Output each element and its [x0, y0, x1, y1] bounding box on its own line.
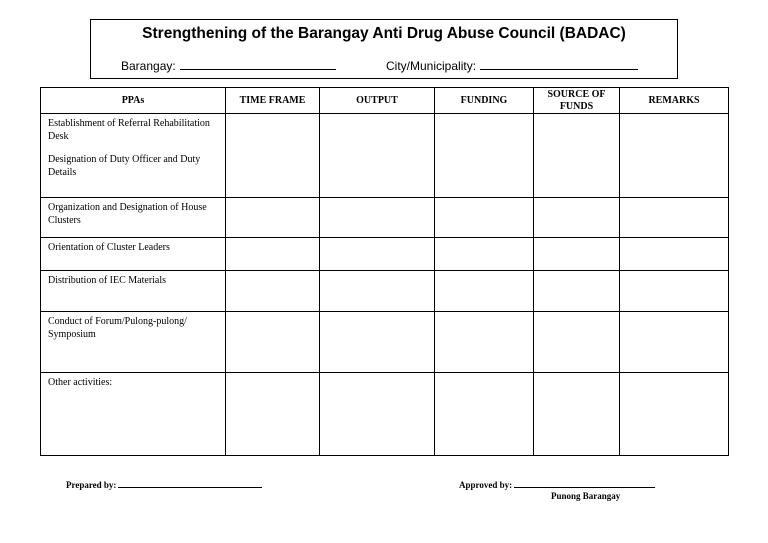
source-cell[interactable]	[534, 271, 620, 312]
remarks-cell[interactable]	[620, 312, 729, 373]
city-field	[386, 58, 638, 73]
header-source-of-funds: SOURCE OF FUNDS	[534, 88, 620, 114]
barangay-label: Barangay:	[121, 59, 176, 73]
ppa-text: Other activities:	[48, 377, 113, 388]
remarks-cell[interactable]	[620, 373, 729, 456]
funding-cell[interactable]	[435, 198, 534, 238]
funding-cell[interactable]	[435, 114, 534, 198]
ppa-text: Establishment of Referral Rehabilitation Desk	[48, 118, 210, 142]
prepared-by-blank[interactable]	[118, 478, 262, 488]
ppa-text: Distribution of IEC Materials	[48, 275, 167, 286]
time-frame-cell[interactable]	[226, 312, 320, 373]
city-blank[interactable]	[480, 58, 638, 70]
output-cell[interactable]	[320, 198, 435, 238]
approved-by-field	[459, 478, 655, 490]
table-row	[41, 373, 729, 456]
ppa-cell	[41, 238, 226, 271]
time-frame-cell[interactable]	[226, 373, 320, 456]
header-ppas: PPAs	[41, 88, 226, 114]
table-row	[41, 312, 729, 373]
output-cell[interactable]	[320, 238, 435, 271]
output-cell[interactable]	[320, 373, 435, 456]
remarks-cell[interactable]	[620, 114, 729, 198]
source-cell[interactable]	[534, 373, 620, 456]
table-row	[41, 198, 729, 238]
form-header	[90, 19, 678, 79]
table-header-row	[41, 88, 729, 114]
table-row	[41, 238, 729, 271]
barangay-field	[121, 58, 336, 73]
source-cell[interactable]	[534, 198, 620, 238]
prepared-by-label: Prepared by:	[66, 480, 117, 490]
ppa-text: Orientation of Cluster Leaders	[48, 242, 170, 253]
output-cell[interactable]	[320, 312, 435, 373]
output-cell[interactable]	[320, 114, 435, 198]
header-time-frame: TIME FRAME	[226, 88, 320, 114]
time-frame-cell[interactable]	[226, 114, 320, 198]
source-cell[interactable]	[534, 238, 620, 271]
ppa-cell	[41, 312, 226, 373]
funding-cell[interactable]	[435, 238, 534, 271]
ppa-text: Organization and Designation of House Clusters	[48, 202, 207, 226]
remarks-cell[interactable]	[620, 238, 729, 271]
ppa-cell	[41, 271, 226, 312]
remarks-cell[interactable]	[620, 198, 729, 238]
time-frame-cell[interactable]	[226, 238, 320, 271]
time-frame-cell[interactable]	[226, 198, 320, 238]
funding-cell[interactable]	[435, 271, 534, 312]
header-funding: FUNDING	[435, 88, 534, 114]
ppa-cell	[41, 198, 226, 238]
funding-cell[interactable]	[435, 312, 534, 373]
form-title: Strengthening of the Barangay Anti Drug Abuse Council (BADAC)	[142, 25, 626, 42]
time-frame-cell[interactable]	[226, 271, 320, 312]
approved-by-label: Approved by:	[459, 480, 513, 490]
table-row	[41, 114, 729, 198]
city-label: City/Municipality:	[386, 59, 477, 73]
remarks-cell[interactable]	[620, 271, 729, 312]
ppa-text: Designation of Duty Officer and Duty Details	[48, 154, 201, 178]
ppa-cell	[41, 114, 226, 198]
header-output: OUTPUT	[320, 88, 435, 114]
approved-by-blank[interactable]	[514, 478, 655, 488]
source-cell[interactable]	[534, 114, 620, 198]
header-remarks: REMARKS	[620, 88, 729, 114]
approver-title: Punong Barangay	[551, 491, 621, 501]
ppa-table	[40, 87, 729, 456]
funding-cell[interactable]	[435, 373, 534, 456]
source-cell[interactable]	[534, 312, 620, 373]
ppa-text: Conduct of Forum/Pulong-pulong/ Symposium	[48, 316, 187, 340]
barangay-blank[interactable]	[180, 58, 336, 70]
ppa-cell	[41, 373, 226, 456]
output-cell[interactable]	[320, 271, 435, 312]
table-row	[41, 271, 729, 312]
prepared-by-field	[66, 478, 262, 490]
